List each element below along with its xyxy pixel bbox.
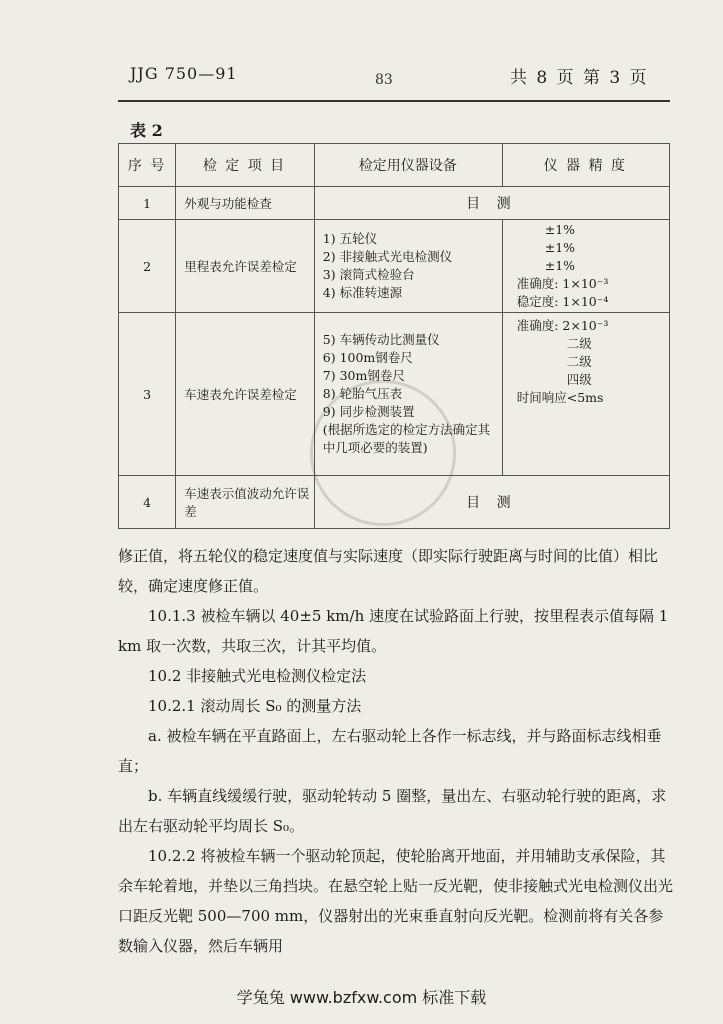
col-header-no: 序 号 <box>119 144 176 187</box>
row-item: 里程表允许误差检定 <box>176 220 315 313</box>
instrument-line: 7) 30m钢卷尺 <box>322 368 405 383</box>
precision-line: 时间响应<5ms <box>516 390 604 405</box>
row-no: 4 <box>119 476 176 529</box>
table-title: 表 2 <box>130 121 163 140</box>
instrument-line: 3) 滚筒式检验台 <box>322 267 415 282</box>
instrument-line: 9) 同步检测装置 <box>322 404 415 419</box>
precision-line: ±1% <box>544 222 576 237</box>
precision-line: 稳定度: 1×10⁻⁴ <box>516 294 609 309</box>
row-no: 2 <box>119 220 176 313</box>
table-row <box>119 476 670 529</box>
paragraph: a. 被检车辆在平直路面上，左右驱动轮上各作一标志线，并与路面标志线相垂直； <box>118 727 662 775</box>
instrument-line: 4) 标准转速源 <box>322 285 403 300</box>
row-item: 车速表允许误差检定 <box>176 313 315 476</box>
standard-code: JJG 750—91 <box>130 64 238 83</box>
paragraph: 10.1.3 被检车辆以 40±5 km/h 速度在试验路面上行驶，按里程表示值每隔 1 km 取一次数，共取三次，计其平均值。 <box>118 607 669 655</box>
section-heading: 10.2 非接触式光电检测仪检定法 <box>148 667 367 685</box>
row-instrument: 目 测 <box>314 187 669 220</box>
verification-table <box>118 143 670 529</box>
row-instruments <box>314 313 502 476</box>
col-header-instruments: 检定用仪器设备 <box>314 144 502 187</box>
col-header-precision: 仪 器 精 度 <box>502 144 669 187</box>
table-header-row <box>119 144 670 187</box>
table-row <box>119 187 670 220</box>
instrument-line: 1) 五轮仪 <box>322 231 378 246</box>
precision-line: 准确度: 2×10⁻³ <box>516 318 609 333</box>
precision-line: 准确度: 1×10⁻³ <box>516 276 609 291</box>
row-item: 车速表示值波动允许误差 <box>176 476 315 529</box>
paragraph: 修正值，将五轮仪的稳定速度值与实际速度（即实际行驶距离与时间的比值）相比较，确定速度修正值。 <box>118 547 659 595</box>
precision-line: 四级 <box>566 372 592 387</box>
instrument-line: 2) 非接触式光电检测仪 <box>322 249 453 264</box>
paragraph: b. 车辆直线缓缓行驶，驱动轮转动 5 圈整，量出左、右驱动轮行驶的距离，求出左右驱动轮平均周长 S₀。 <box>118 787 667 835</box>
instrument-note: (根据所选定的检定方法确定其中几项必要的装置) <box>322 422 491 455</box>
instrument-line: 8) 轮胎气压表 <box>322 386 403 401</box>
precision-line: ±1% <box>544 240 576 255</box>
row-instruments <box>314 220 502 313</box>
precision-line: ±1% <box>544 258 576 273</box>
table-row <box>119 313 670 476</box>
subsection-heading: 10.2.1 滚动周长 S₀ 的测量方法 <box>148 697 362 715</box>
precision-line: 二级 <box>566 354 592 369</box>
col-header-item: 检 定 项 目 <box>176 144 315 187</box>
row-no: 1 <box>119 187 176 220</box>
footer-watermark-text: 学兔兔 www.bzfxw.com 标准下载 <box>236 988 487 1007</box>
row-instrument: 目 测 <box>314 476 669 529</box>
body-text <box>118 541 678 961</box>
header-rule <box>118 100 670 102</box>
row-item: 外观与功能检查 <box>176 187 315 220</box>
page-number: 83 <box>375 72 393 88</box>
paragraph: 10.2.2 将被检车辆一个驱动轮顶起，使轮胎离开地面，并用辅助支承保险，其余车轮着地，并垫以三角挡块。在悬空轮上贴一反光靶，使非接触式光电检测仪出光口距反光靶 500—700 mm，仪器射出的光束垂直射向反光靶。检测前将有关各参数输入仪器，然后车辆用 <box>118 847 674 955</box>
instrument-line: 5) 车辆传动比测量仪 <box>322 332 440 347</box>
row-no: 3 <box>119 313 176 476</box>
row-precision <box>502 313 669 476</box>
precision-line: 二级 <box>566 336 592 351</box>
instrument-line: 6) 100m钢卷尺 <box>322 350 413 365</box>
page-count: 共 8 页 第 3 页 <box>510 68 649 88</box>
table-row <box>119 220 670 313</box>
row-precision <box>502 220 669 313</box>
